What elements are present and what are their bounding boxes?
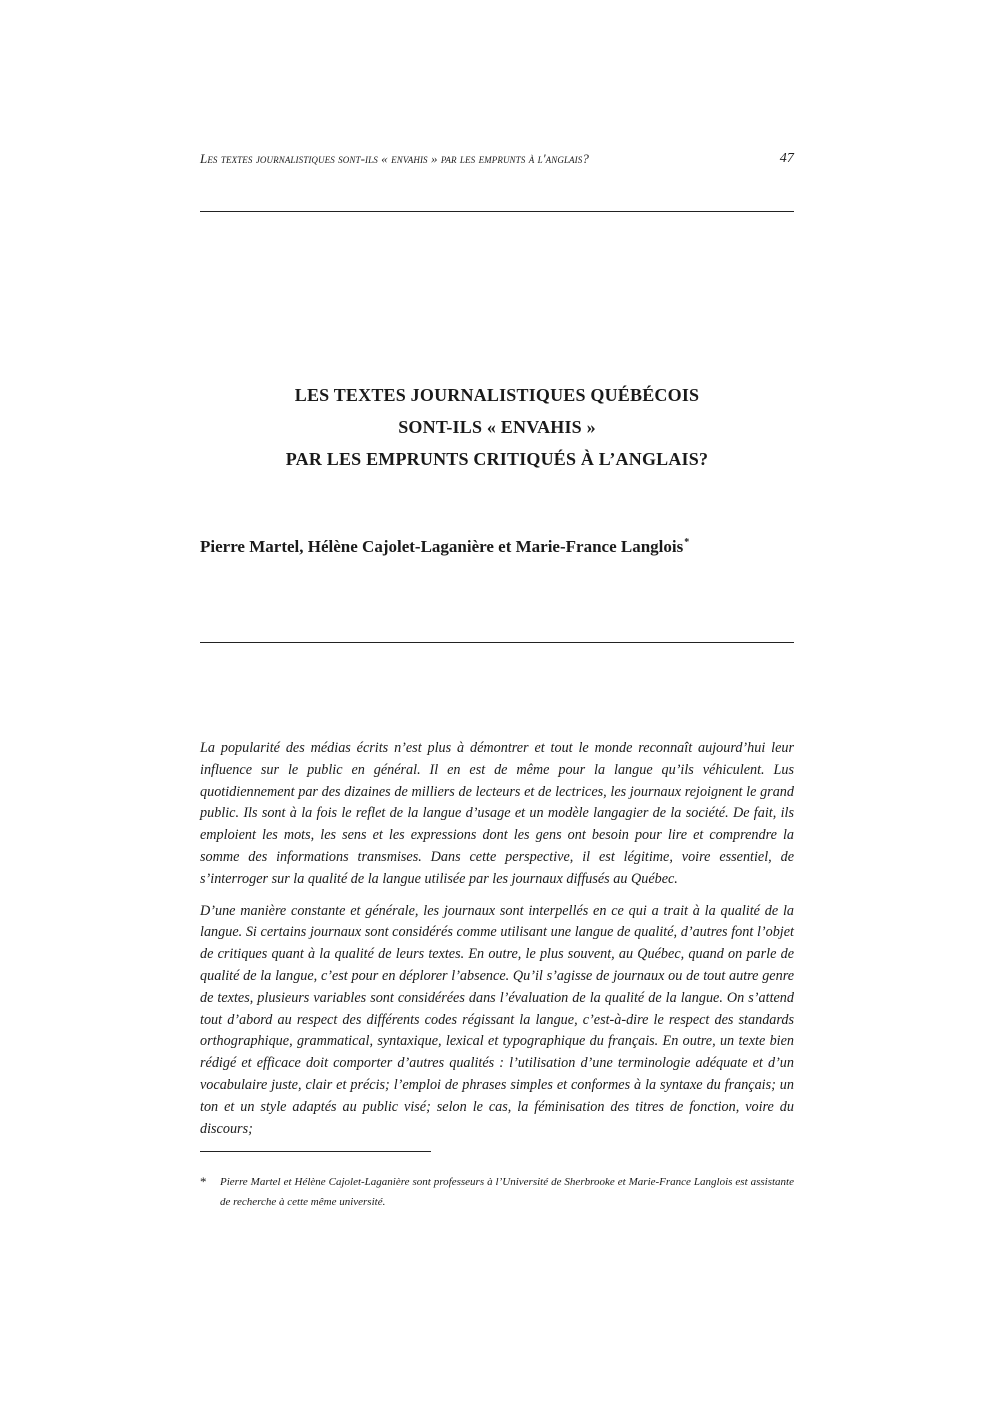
article-title-line: SONT-ILS « ENVAHIS » [398,417,596,437]
page-number: 47 [779,151,794,166]
running-head [200,151,794,173]
article-title-line: PAR LES EMPRUNTS CRITIQUÉS À L’ANGLAIS? [285,449,709,469]
header-rule [200,211,794,212]
footnote-marker: * [200,1174,207,1189]
footnote-rule [200,1151,431,1152]
author-line [200,537,794,557]
author-names: Pierre Martel, Hélène Cajolet-Laganière et Marie-France Langlois [200,537,684,556]
article-title [200,379,794,475]
author-footnote-marker: * [684,537,690,548]
abstract-paragraph: D’une manière constante et générale, les journaux sont interpellés en ce qui a trait à la qualité de la langue. Si certains journaux sont considérés comme utilisant une langue de qualité, d’autres font l’objet de critiques quant à la qualité de leurs textes. En outre, le plus souvent, au Québec, quand on parle de qualité de la langue, c’est pour en déplorer l’absence. Qu’il s’agisse de journaux ou de tout autre genre de textes, plusieurs variables sont considérées dans l’évaluation de la qualité de la langue. On s’attend tout d’abord au respect des différents codes régissant la langue, c’est-à-dire le respect des standards orthographique, grammatical, syntaxique, lexical et typographique du français. En outre, un texte bien rédigé et efficace doit comporter d’autres qualités : l’utilisation d’une terminologie adéquate et d’un vocabulaire juste, clair et précis; l’emploi de phrases simples et conformes à la syntaxe du français; un ton et un style adaptés au public visé; selon le cas, la féminisation des titres de fonction, voire du discours; [200,902,794,1137]
footnote [200,1172,794,1212]
abstract-paragraph: La popularité des médias écrits n’est plus à démontrer et tout le monde reconnaît aujourd’hui leur influence sur le public en général. Il en est de même pour la langue qu’ils véhiculent. Lus quotidiennement par des dizaines de milliers de lecteurs et de lectrices, les journaux rejoignent le grand public. Ils sont à la fois le reflet de la langue d’usage et un modèle langagier de la société. De fait, ils emploient les mots, les sens et les expressions dont les gens ont besoin pour lire et comprendre la somme des informations transmises. Dans cette perspective, il est légitime, voire essentiel, de s’interroger sur la qualité de la langue utilisée par les journaux diffusés au Québec. [200,740,794,887]
footnote-text: Pierre Martel et Hélène Cajolet-Laganière sont professeurs à l’Université de Sherbrooke et Marie-France Langlois est assistante de recherche à cette même université. [220,1176,794,1208]
article-title-line: LES TEXTES JOURNALISTIQUES QUÉBÉCOIS [294,385,700,405]
section-rule [200,642,794,643]
abstract [200,738,794,1150]
running-head-title: Les textes journalistiques sont-ils « envahis » par les emprunts à l'anglais? [200,151,589,166]
